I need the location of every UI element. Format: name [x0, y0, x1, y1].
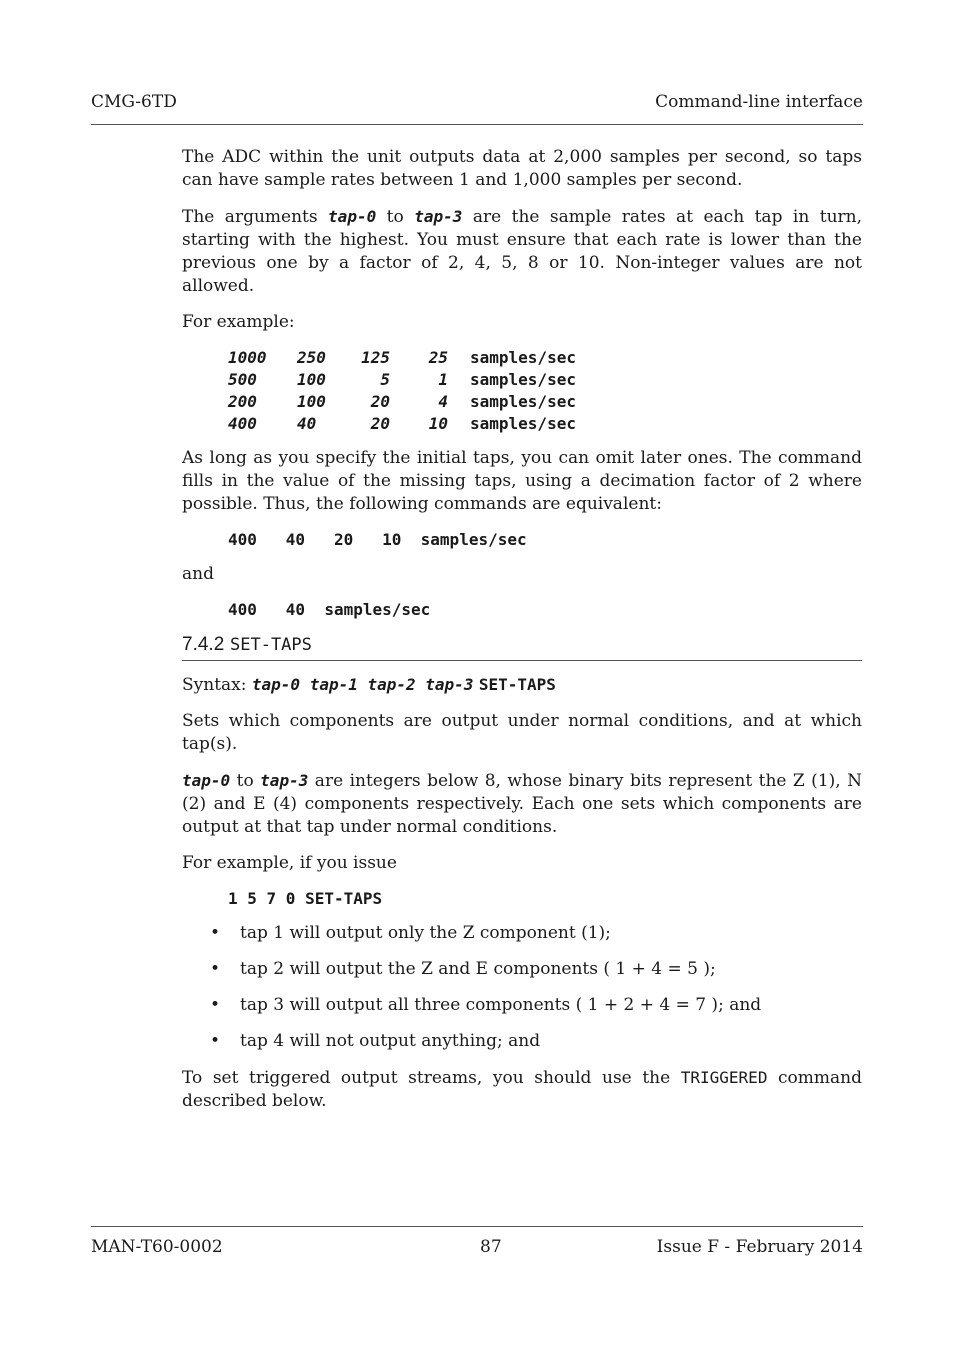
list-item-text: tap 1 will output only the Z component (1);: [240, 923, 611, 943]
tap-3-value: 4: [438, 392, 448, 411]
list-item: [210, 922, 862, 945]
tap-0-value: 500: [228, 370, 257, 389]
arg-tap-3: tap-3: [414, 207, 463, 226]
unit: samples/sec: [470, 414, 576, 433]
tap-2-value: 20: [370, 414, 390, 433]
text: The arguments: [182, 207, 329, 227]
bullet-icon: •: [210, 1031, 221, 1051]
tap-2-value: 20: [370, 392, 390, 411]
syntax-args: tap-0 tap-1 tap-2 tap-3: [251, 675, 474, 694]
bullet-list: [182, 922, 862, 1053]
page-header: [91, 90, 863, 125]
header-chapter: Command-line interface: [655, 92, 863, 112]
footer-page-number: 87: [480, 1237, 502, 1257]
paragraph-adc: The ADC within the unit outputs data at 2,000 samples per second, so taps can have sample rates between 1 and 1,000 samples per second.: [182, 147, 862, 190]
text: To set triggered output streams, you should use the: [182, 1068, 681, 1088]
text: are integers below 8, whose binary bits represent the Z (1), N (2) and E (4) components respectively. Each one sets which components are output at that tap under normal conditions.: [182, 771, 863, 837]
unit: samples/sec: [470, 370, 576, 389]
paragraph-sets-components: Sets which components are output under normal conditions, and at which tap(s).: [182, 711, 862, 754]
tap-1-value: 40: [297, 414, 317, 433]
page-body: [182, 146, 862, 1126]
syntax-command: SET-TAPS: [478, 675, 556, 694]
paragraph-triggered: [182, 1066, 862, 1113]
tap-3-value: 25: [428, 348, 448, 367]
syntax-line: [182, 673, 862, 697]
list-item: [210, 994, 862, 1017]
list-item: [210, 1030, 862, 1053]
text: command described below.: [182, 1068, 862, 1111]
list-item-text: tap 3 will output all three components ( 1 + 2 + 4 = 7 ); and: [240, 995, 762, 1015]
bullet-icon: •: [210, 995, 221, 1015]
paragraph-arguments: [182, 205, 862, 298]
tap-0-value: 400: [228, 414, 257, 433]
tap-1-value: 100: [297, 392, 326, 411]
paragraph-if-you-issue: For example, if you issue: [182, 853, 397, 873]
footer-doc-number: MAN-T60-0002: [91, 1237, 223, 1257]
paragraph-for-example: For example:: [182, 312, 295, 332]
bullet-icon: •: [210, 923, 221, 943]
command-example-2: 400 40 samples/sec: [228, 600, 431, 619]
list-item: [210, 958, 862, 981]
example-row: [228, 413, 576, 435]
example-row: [228, 391, 576, 413]
tap-1-value: 100: [297, 370, 326, 389]
section-title: SET-TAPS: [230, 635, 312, 655]
tap-0-value: 1000: [228, 348, 267, 367]
header-doc-name: CMG-6TD: [91, 92, 177, 112]
tap-3-value: 10: [428, 414, 448, 433]
text: to: [376, 207, 415, 227]
unit: samples/sec: [470, 392, 576, 411]
triggered-command: TRIGGERED: [680, 1068, 768, 1087]
page-footer: [91, 1226, 863, 1261]
text: to: [230, 771, 261, 791]
section-number: 7.4.2: [182, 634, 225, 655]
paragraph-and: and: [182, 564, 214, 584]
examples-table: [228, 347, 576, 435]
list-item-text: tap 2 will output the Z and E components ( 1 + 4 = 5 );: [240, 959, 716, 979]
command-example-3: 1 5 7 0 SET-TAPS: [228, 889, 383, 908]
tap-2-value: 125: [361, 348, 390, 367]
tap-2-value: 5: [380, 370, 390, 389]
arg-tap-0: tap-0: [328, 207, 377, 226]
tap-0-value: 200: [228, 392, 257, 411]
syntax-label: Syntax:: [182, 675, 252, 695]
list-item-text: tap 4 will not output anything; and: [240, 1031, 541, 1051]
section-heading: [182, 633, 862, 661]
tap-3-value: 1: [438, 370, 448, 389]
tap-1-value: 250: [297, 348, 326, 367]
paragraph-integers: [182, 769, 862, 839]
command-example-1: 400 40 20 10 samples/sec: [228, 530, 527, 549]
unit: samples/sec: [470, 348, 576, 367]
example-row: [228, 369, 576, 391]
paragraph-omit-taps: As long as you specify the initial taps, you can omit later ones. The command fills in the value of the missing taps, using a decimation factor of 2 where possible. Thus, the following commands are equivalent:: [182, 448, 862, 514]
example-row: [228, 347, 576, 369]
arg-tap-0: tap-0: [182, 771, 231, 790]
footer-issue: Issue F - February 2014: [656, 1237, 863, 1257]
text: are the sample rates at each tap in turn, starting with the highest. You must ensure that each rate is lower than the previous one by a factor of 2, 4, 5, 8 or 10. Non-integer values are not allowed.: [182, 207, 863, 296]
bullet-icon: •: [210, 959, 221, 979]
arg-tap-3: tap-3: [260, 771, 309, 790]
